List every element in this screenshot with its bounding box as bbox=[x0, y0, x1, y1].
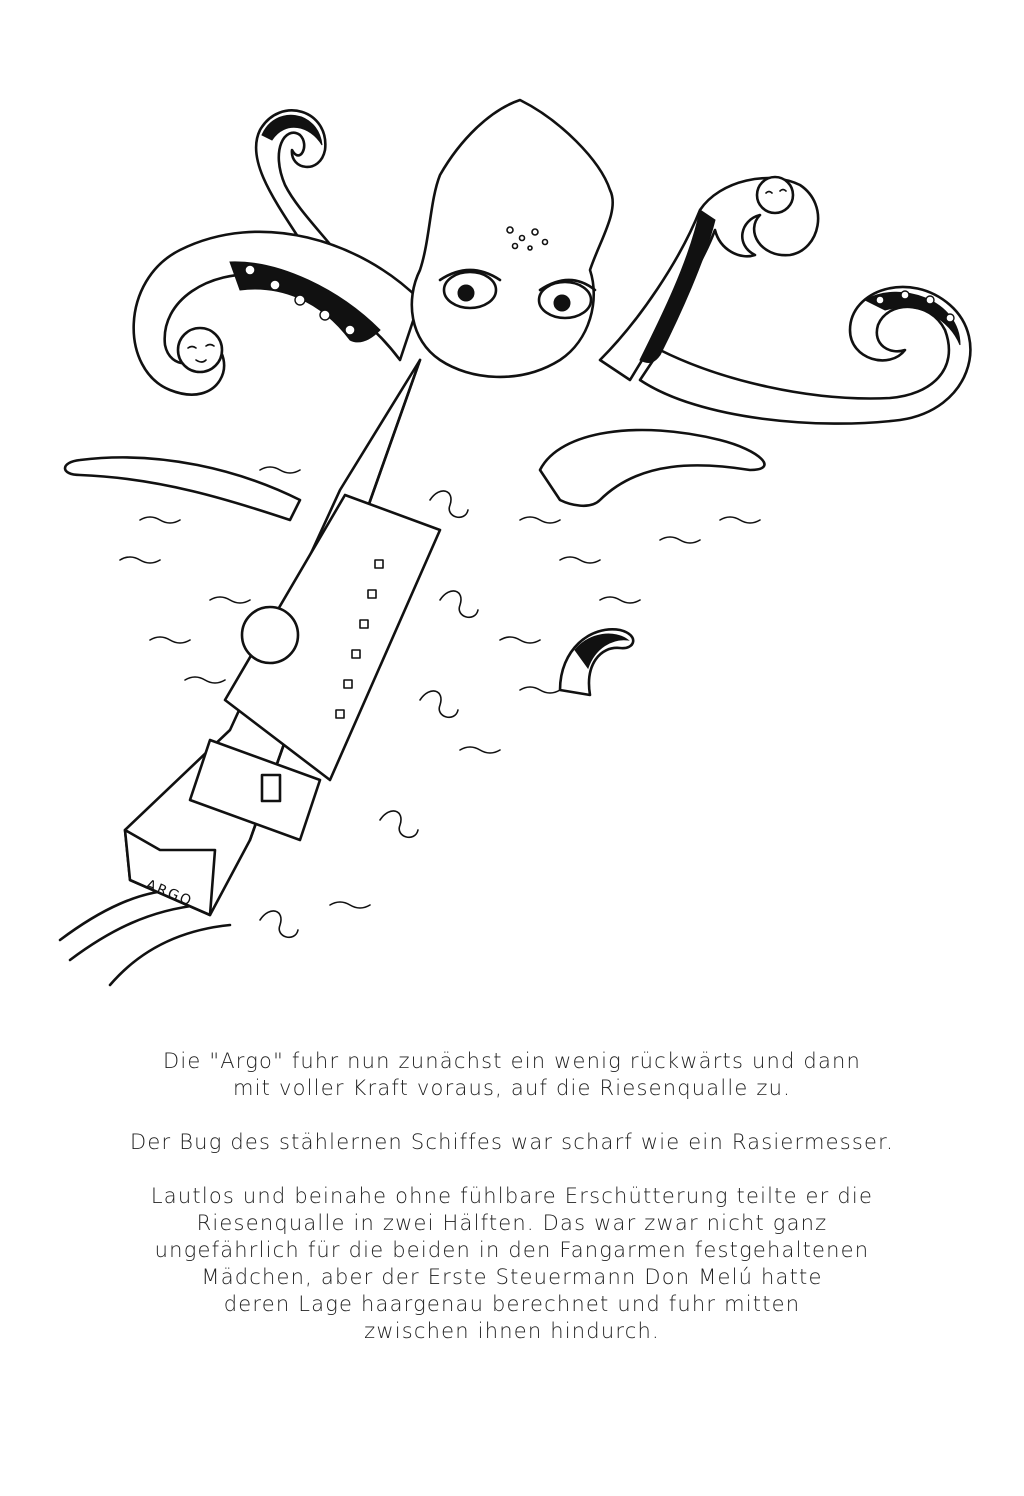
girl-right-head bbox=[757, 177, 793, 213]
story-paragraph: Die "Argo" fuhr nun zunächst ein wenig rückwärts und dann mit voller Kraft voraus, auf die Riesenqualle zu. bbox=[162, 1049, 862, 1100]
ship-dish bbox=[242, 607, 298, 663]
story-paragraph: Lautlos und beinahe ohne fühlbare Erschütterung teilte er die Riesenqualle in zwei Hälften. Das war zwar nicht ganz ungefährlich für die beiden in den Fangarmen festgehaltenen Mädchen, aber der Erste Steuermann Don Melú hatte deren Lage haargenau berechnet und fuhr mitten zwischen ihnen hindurch. bbox=[150, 1184, 874, 1343]
story-text bbox=[60, 1048, 964, 1345]
girl-left-head bbox=[178, 328, 222, 372]
ship-name-label: ARGO bbox=[143, 876, 196, 911]
ship-argo bbox=[60, 360, 440, 985]
octopus-head bbox=[412, 100, 613, 377]
tentacle-right-lower bbox=[540, 430, 764, 506]
tentacle-tip-water bbox=[560, 629, 633, 695]
tentacle-far-left bbox=[65, 457, 300, 520]
story-paragraph: Der Bug des stählernen Schiffes war scharf wie ein Rasiermesser. bbox=[130, 1130, 894, 1154]
tentacle-right-curl bbox=[640, 287, 970, 424]
tentacle-left-holding-girl bbox=[134, 232, 420, 395]
tentacle-upper-right-holding-girl bbox=[600, 177, 818, 380]
